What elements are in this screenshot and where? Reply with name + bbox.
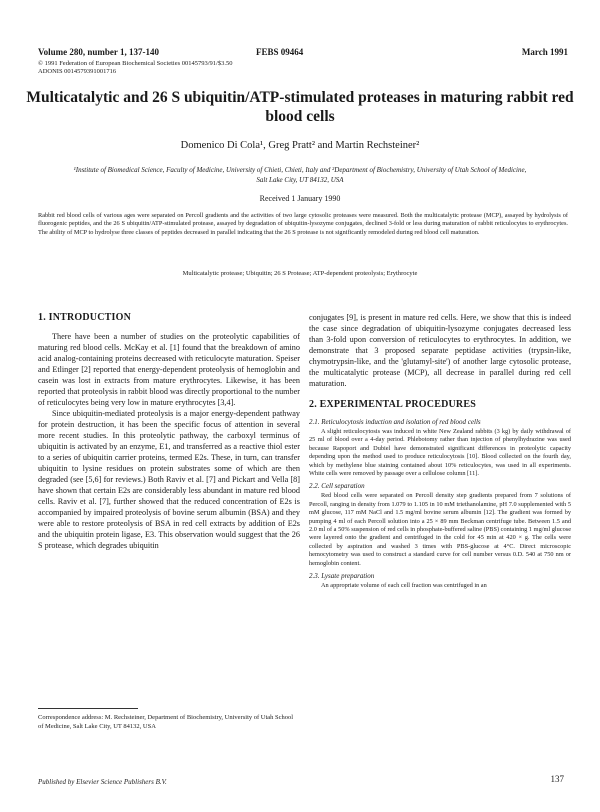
volume-info: Volume 280, number 1, 137-140 bbox=[38, 47, 160, 57]
journal-code: FEBS 09464 bbox=[256, 47, 304, 57]
received-date: Received 1 January 1990 bbox=[259, 194, 341, 203]
left-column bbox=[38, 312, 300, 551]
subsection-2-3-text: An appropriate volume of each cell fraction was centrifuged in an bbox=[321, 582, 487, 590]
right-column bbox=[309, 312, 571, 591]
copyright-line: © 1991 Federation of European Biochemical Societies 00145793/91/$3.50 bbox=[38, 60, 233, 67]
correspondence-address: Correspondence address: M. Rechsteiner, Department of Biochemistry, University of Utah School of Medicine, Salt Lake City, UT 84132, USA bbox=[38, 714, 294, 730]
affiliations: ¹Institute of Biomedical Science, Faculty of Medicine, University of Chieti, Chieti, Italy and ²Department of Biochemistry, University of Utah School of Medicine, Salt Lake City, UT 84132, USA bbox=[73, 166, 527, 184]
page-number: 137 bbox=[550, 774, 564, 784]
publisher-line: Published by Elsevier Science Publishers B.V. bbox=[38, 778, 167, 786]
section-heading-introduction: 1. INTRODUCTION bbox=[38, 312, 132, 323]
keywords: Multicatalytic protease; Ubiquitin; 26 S Protease; ATP-dependent proteolysis; Erythrocyte bbox=[182, 270, 418, 277]
abstract: Rabbit red blood cells of various ages were separated on Percoll gradients and the activities of two large cytosolic proteases were measured. Both the multicatalytic protease (MCP), assayed by hydrolysis of fluorogenic peptides, and the 26 S ubiquitin/ATP-stimulated protease, assayed by degradation of ubiquitin-lysozyme conjugates, declined 3-fold or less during maturation of rabbit reticulocytes to erythrocytes. The ability of MCP to hydrolyse three classes of peptides decreased in parallel indicating that the 26 S protease is not significantly remodeled during red blood cell maturation. bbox=[38, 212, 568, 236]
footnote-rule bbox=[38, 708, 138, 709]
subsection-2-2-heading: 2.2. Cell separation bbox=[309, 482, 365, 491]
section-heading-experimental: 2. EXPERIMENTAL PROCEDURES bbox=[309, 399, 476, 410]
subsection-2-3-heading: 2.3. Lysate preparation bbox=[309, 572, 375, 581]
adonis-line: ADONIS 0014579391001716 bbox=[38, 68, 117, 75]
author-list: Domenico Di Cola¹, Greg Pratt² and Martin Rechsteiner² bbox=[180, 140, 420, 151]
subsection-2-1-text: A slight reticulocytosis was induced in white New Zealand rabbits (3 kg) by daily withdrawal of 25 ml of blood over a 4-day period. Phlebotomy rather than injection of phenylhydrazine was used because Rapoport and Dubiel have demonstrated significant differences in proteolytic capacity depending upon the method used to produce reticulocytosis [10]. Blood collected on the fourth day, which by methylene blue staining contained about 10% reticulocytes, was used in all experiments. White cells were removed by passage over a cellulose column [11]. bbox=[309, 428, 571, 478]
intro-paragraph-1: There have been a number of studies on the proteolytic capabilities of maturing red blood cells. McKay et al. [1] found that the breakdown of amino acid analog-containing proteins decreased with reticulocyte maturation. Speiser and Etlinger [2] reported that energy-dependent proteolysis of hemoglobin and casein was lost in extracts from mature erythrocytes. Likewise, it has been reported that proteolysis in rabbit blood was directly proportional to the number of reticulocytes being very low in mature erythrocytes [3,4]. bbox=[38, 332, 300, 407]
issue-date: March 1991 bbox=[521, 47, 568, 57]
article-title: Multicatalytic and 26 S ubiquitin/ATP-stimulated proteases in maturing rabbit red blood cells bbox=[26, 89, 574, 125]
subsection-2-1-heading: 2.1. Reticulocytosis induction and isolation of red blood cells bbox=[309, 418, 481, 426]
intro-paragraph-2: Since ubiquitin-mediated proteolysis is a major energy-dependent pathway for protein destruction, it has been the specific focus of attention in several more recent studies. In this proteolytic pathway, the carboxyl terminus of ubiquitin is activated by an enzyme, E1, and transferred as a reactive thiol ester to a series of ubiquitin carrier proteins, termed E2s. These, in turn, can transfer ubiquitin to lysine residues on protein substrates some of which are then degraded (see [5,6] for reviews.) Both Raviv et al. [7] and Pickart and Vella [8] have shown that certain E2s are considerably less abundant in mature red blood cells. Raviv et al. [7], further showed that the reduced concentration of E2s is accompanied by impaired proteolysis of bovine serum albumin (BSA) and they were able to restore proteolysis of BSA in red cell extracts by addition of E2s and the ubiquitin protein ligase, E3. This observation would suggest that the 26 S protease, which degrades ubiquitin bbox=[38, 409, 300, 550]
subsection-2-2-text: Red blood cells were separated on Percoll density step gradients prepared from 7 solutions of Percoll, ranging in density from 1.079 to 1.105 in 10 mM triethanolamine, pH 7.0 supplemented with 5 mM glucose, 117 mM NaCl and 1.5 mg/ml bovine serum albumin [12]. The gradient was formed by pumping 4 ml of each Percoll solution into a 25 × 89 mm Beckman centrifuge tube. Between 1.5 and 2.0 ml of a 50% suspension of red cells in phosphate-buffered saline (PBS) containing 1 mg/ml glucose were layered onto the gradient and centrifuged in the cold for 45 min at 420 × g. The cells were collected by aspiration and washed 3 times with PBS-glucose at 4°C. Direct microscopic hemocytometry was used to construct a standard curve for cell number versus 0.D. 540 at 750 nm or hemoglobin content. bbox=[309, 492, 571, 567]
intro-paragraph-cont: conjugates [9], is present in mature red cells. Here, we show that this is indeed the case since degradation of ubiquitin-lysozyme conjugates decreased less than 3-fold upon conversion of reticulocytes to erythrocytes. In addition, we demonstrate that 3 proposed separate peptidase activities (trypsin-like, chymotrypsin-like, and the 'glutamyl-site') of another large cytosolic protease, the multicatalytic protease (MCP), all decrease in parallel during red cell maturation. bbox=[309, 313, 571, 388]
